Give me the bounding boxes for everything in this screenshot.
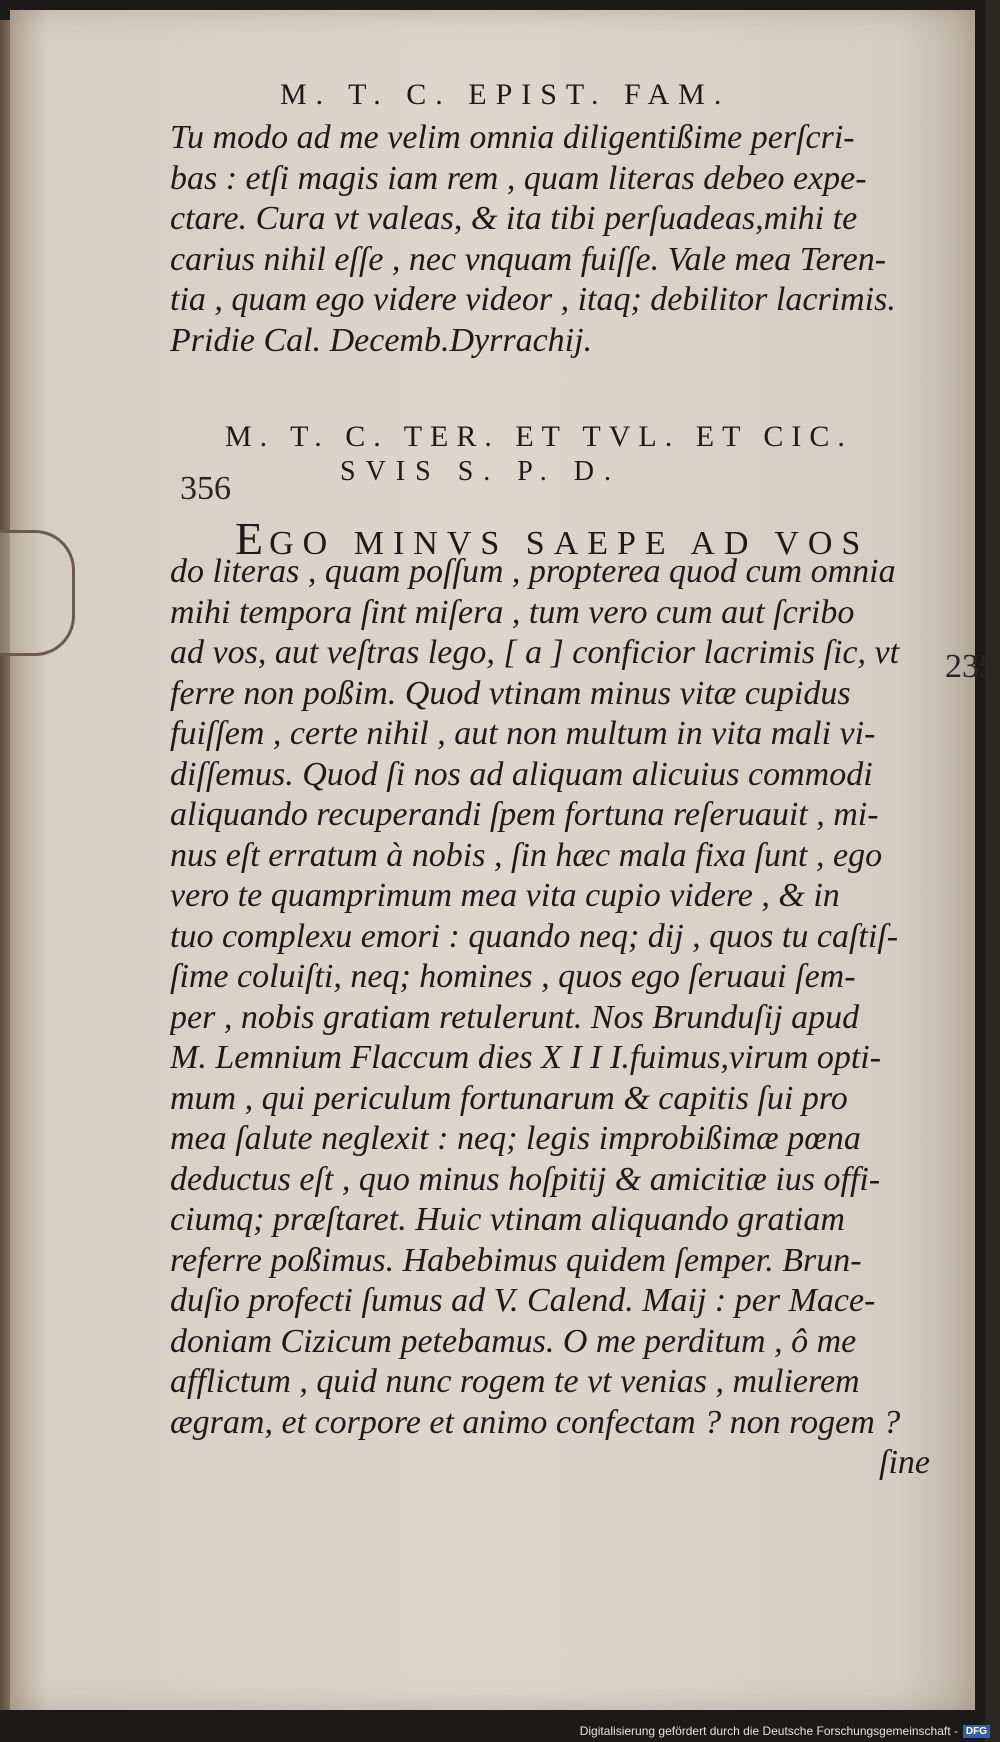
text-line: mum , qui periculum fortunarum & capitis ſui pro <box>170 1079 848 1117</box>
running-head: M. T. C. EPIST. FAM. <box>280 78 731 111</box>
scan-border-right <box>985 0 1000 1742</box>
text-line: ciumq; præſtaret. Huic vtinam aliquando gratiam <box>170 1201 845 1238</box>
page-tab-marker <box>0 530 75 656</box>
opening-rest: GO MINVS SAEPE AD VOS <box>269 525 870 562</box>
letter-heading: M. T. C. TER. ET TVL. ET CIC. <box>225 420 853 453</box>
text-line: mihi tempora ſint miſera , tum vero cum aut ſcribo <box>170 593 855 631</box>
text-line: afflictum , quid nunc rogem te vt venias , mulierem <box>170 1363 860 1400</box>
text-line: ſime coluiſti, neq; homines , quos ego ſeruaui ſem- <box>170 958 856 995</box>
previous-letter-text <box>170 118 940 361</box>
text-line: aliquando recuperandi ſpem fortuna reſeruauit , mi- <box>170 796 879 833</box>
text-line: duſio profecti ſumus ad V. Calend. Maij : per Mace- <box>170 1282 876 1319</box>
dfg-logo-icon: DFG <box>963 1725 990 1738</box>
catchword: ſine <box>879 1444 930 1481</box>
letter-salutation: SVIS S. P. D. <box>340 456 621 487</box>
text-line: vero te quamprimum mea vita cupio videre , & in <box>170 877 840 914</box>
footer-text: Digitalisierung gefördert durch die Deutsche Forschungsgemeinschaft - <box>579 1724 958 1738</box>
text-line: fuiſſem , certe nihil , aut non multum in vita mali vi- <box>170 715 876 752</box>
text-line: Tu modo ad me velim omnia diligentißime perſcri- <box>170 119 855 156</box>
text-line: M. Lemnium Flaccum dies X I I I.fuimus,virum opti- <box>170 1039 882 1076</box>
text-line: ad vos, aut veſtras lego, [ a ] conficior lacrimis ſic, vt <box>170 634 900 671</box>
text-line: nus eſt erratum à nobis , ſin hæc mala fixa ſunt , ego <box>170 836 883 874</box>
text-line: referre poßimus. Habebimus quidem ſemper. Brun- <box>170 1241 862 1279</box>
text-line: mea ſalute neglexit : neq; legis improbißimæ pœna <box>170 1120 861 1157</box>
letter-number: 356 <box>180 470 231 507</box>
footer-credit <box>580 1724 990 1738</box>
text-line: ferre non poßim. Quod vtinam minus vitæ cupidus <box>170 674 851 712</box>
text-line: diſſemus. Quod ſi nos ad aliquam alicuius commodi <box>170 755 873 793</box>
letter-body <box>170 552 940 1484</box>
drop-capital: E <box>235 513 270 564</box>
text-line: deductus eſt , quo minus hoſpitij & amicitiæ ius offi- <box>170 1160 881 1198</box>
text-line: ctare. Cura vt valeas, & ita tibi perſuadeas,mihi te <box>170 200 858 237</box>
text-line: ægram, et corpore et animo confectam ? non rogem ? <box>170 1403 901 1441</box>
text-line: doniam Cizicum petebamus. O me perditum , ô me <box>170 1322 857 1360</box>
text-line: carius nihil eſſe , nec vnquam fuiſſe. Vale mea Teren- <box>170 240 887 278</box>
text-line: tuo complexu emori : quando neq; dij , quos tu caſtiſ- <box>170 917 899 955</box>
text-line: bas : etſi magis iam rem , quam literas debeo expe- <box>170 159 867 197</box>
text-line: per , nobis gratiam retulerunt. Nos Brunduſij apud <box>170 998 860 1036</box>
text-line: Pridie Cal. Decemb.Dyrrachij. <box>170 321 593 359</box>
text-line: do literas , quam poſſum , propterea quod cum omnia <box>170 553 896 590</box>
text-line: tia , quam ego videre videor , itaq; debilitor lacrimis. <box>170 281 896 318</box>
margin-number: 235 <box>945 648 996 685</box>
